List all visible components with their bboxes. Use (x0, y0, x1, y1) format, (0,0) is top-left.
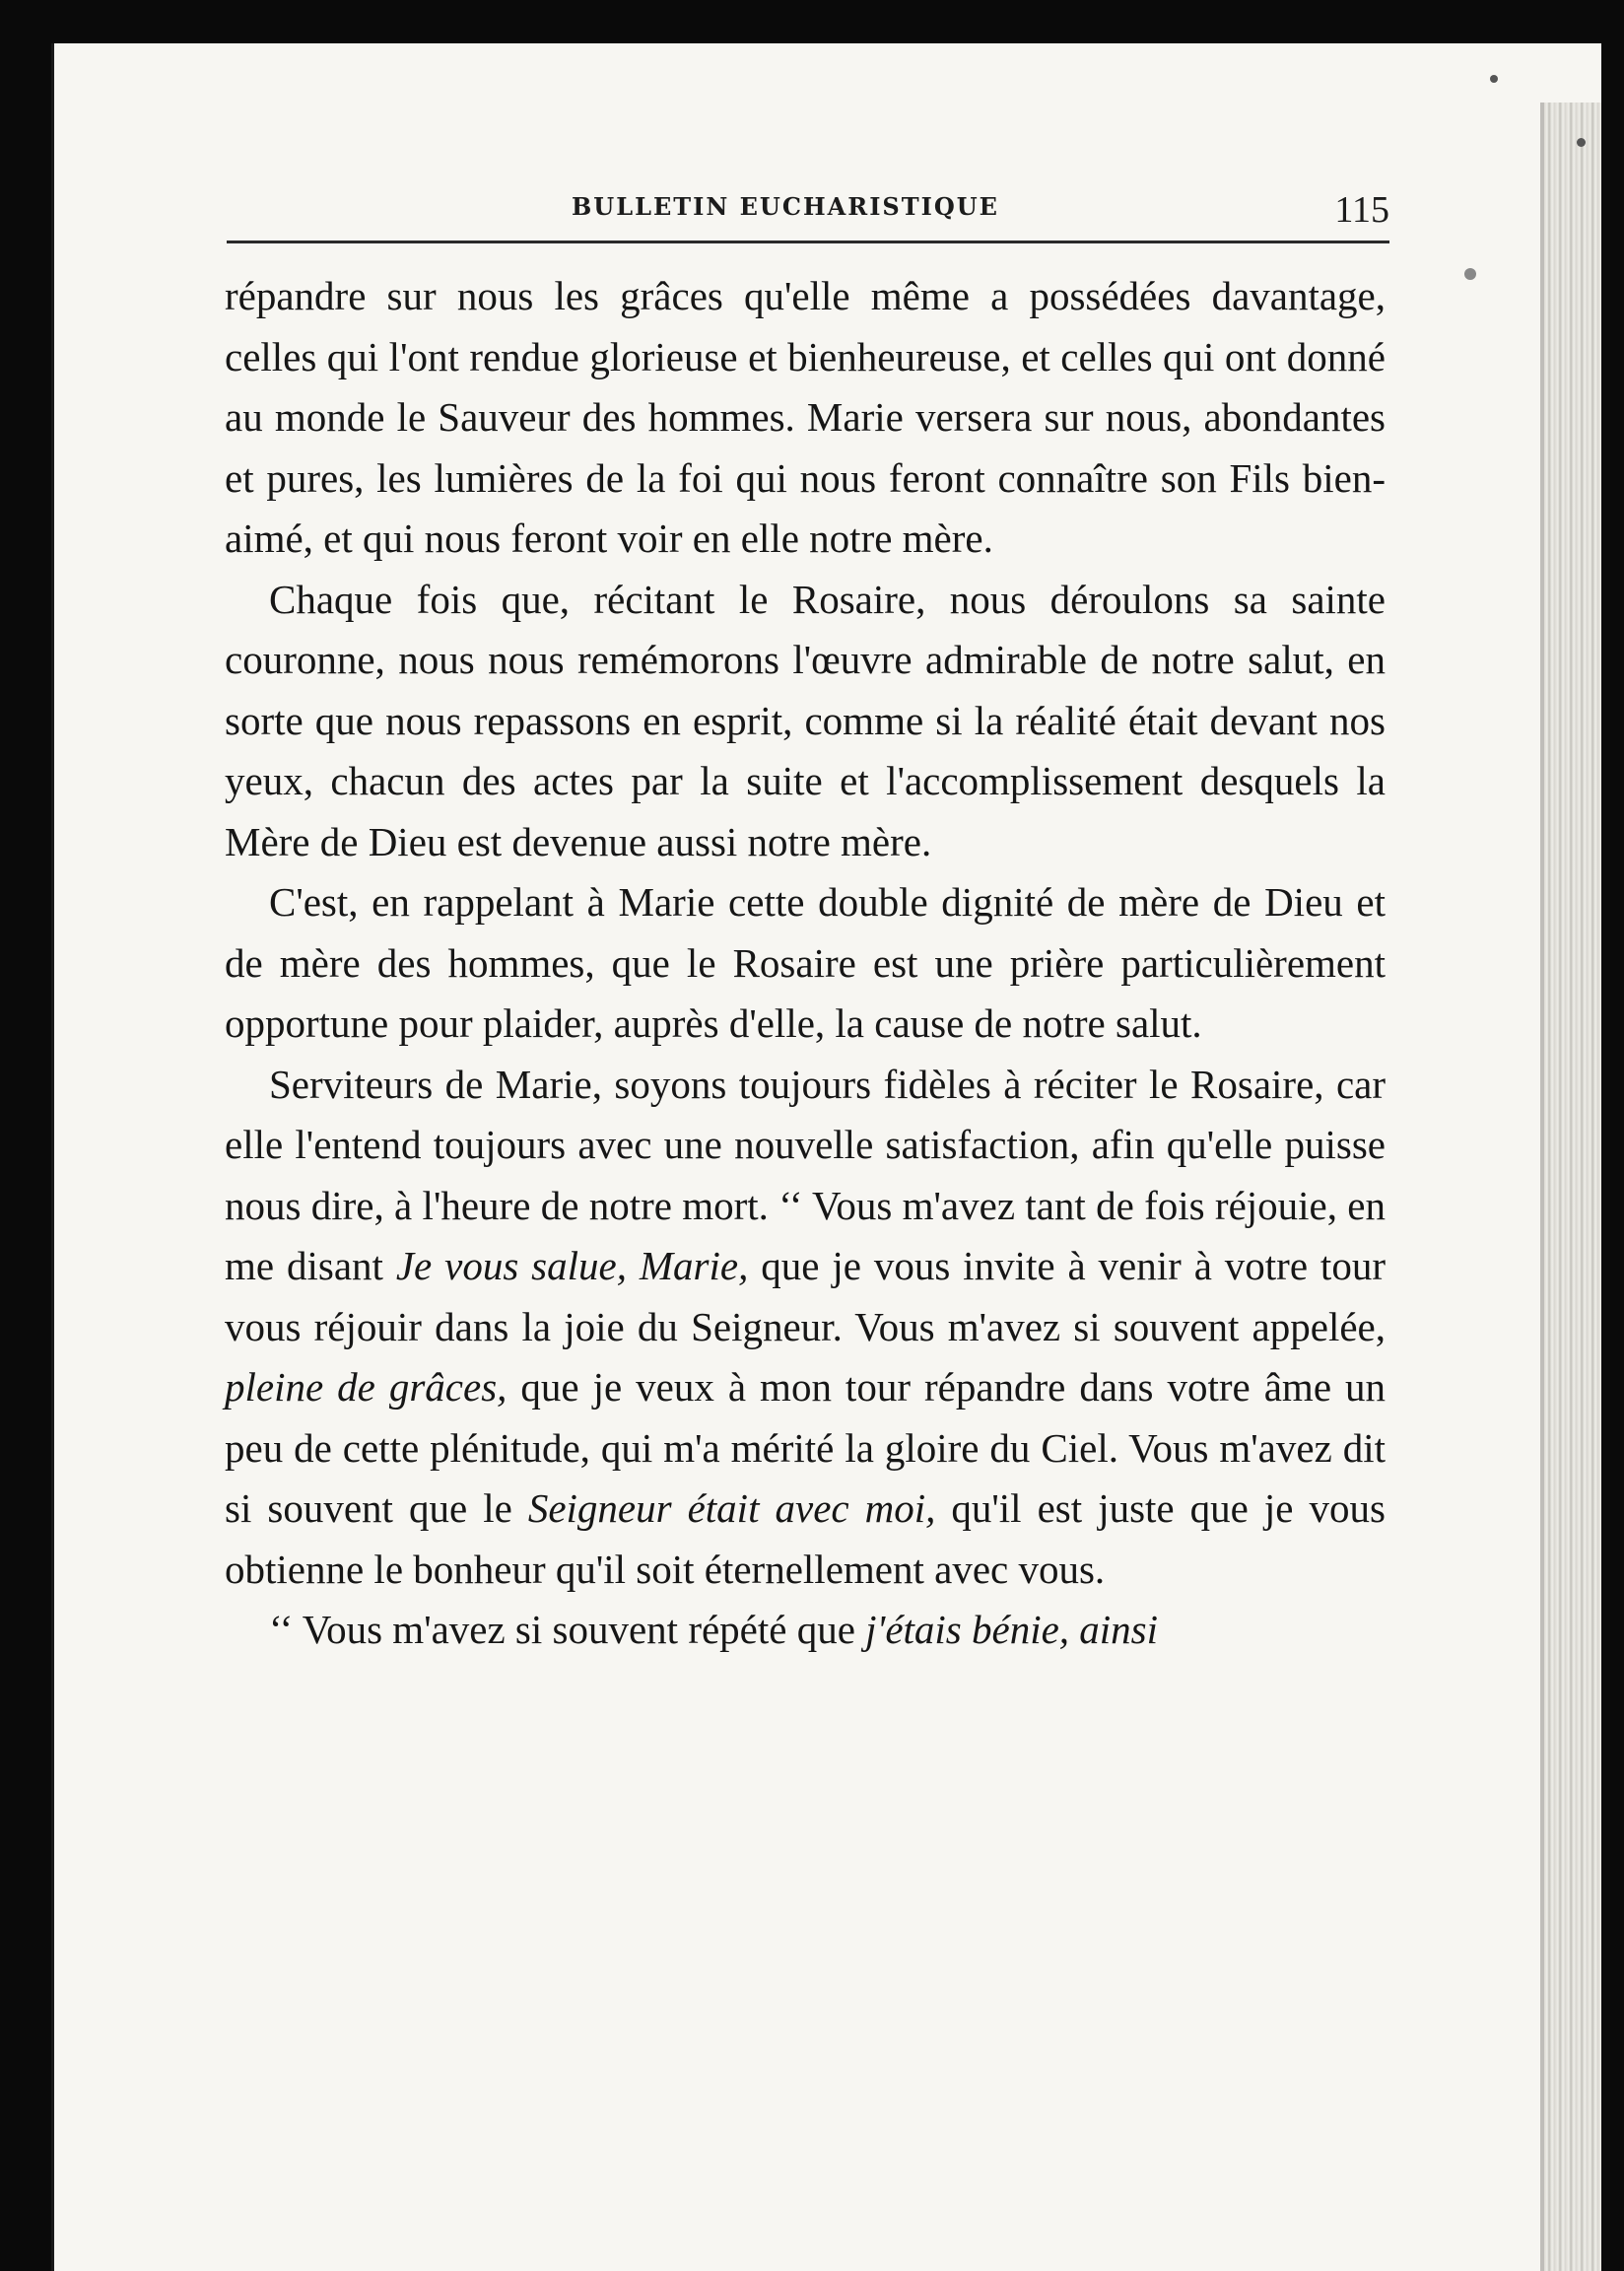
page-number: 115 (1334, 189, 1389, 231)
paragraph-4 (225, 1055, 1386, 1601)
paragraph-4-italic-ave: Je vous salue, Marie, (395, 1243, 749, 1288)
paragraph-5-text: ‘‘ Vous m'avez si souvent répété que (269, 1607, 866, 1652)
paragraph-4-italic-seigneur: Seigneur était avec moi, (527, 1485, 936, 1531)
paragraph-4-text-b: que je vous invite à venir à votre tour vous réjouir dans la joie du Seigneur. Vous m'avez si souvent appelée, (225, 1243, 1386, 1349)
paragraph-5 (225, 1600, 1386, 1661)
running-title: BULLETIN EUCHARISTIQUE (572, 192, 999, 221)
paragraph-4-text-d: qu'il est juste que je vous obtienne le bonheur qu'il soit éternellement avec vous. (225, 1485, 1386, 1592)
ink-speck (1464, 268, 1476, 280)
paragraph-3 (225, 872, 1386, 1055)
paragraph-2-text: Chaque fois que, récitant le Rosaire, nous déroulons sa sainte couronne, nous nous remémorons l'œuvre admirable de notre salut, en sorte que nous repassons en esprit, comme si la réalité était devant nos yeux, chacun des actes par la suite et l'accomplissement desquels la Mère de Dieu est devenue aussi notre mère. (225, 576, 1386, 864)
page-header (177, 133, 1389, 231)
paragraph-5-italic: j'étais bénie, ainsi (865, 1607, 1159, 1652)
body-text (225, 266, 1386, 1661)
paragraph-1-text: répandre sur nous les grâces qu'elle même a possédées davantage, celles qui l'ont rendue glorieuse et bienheureuse, et celles qui ont donné au monde le Sauveur des hommes. Marie versera sur nous, abondantes et pures, les lumières de la foi qui nous feront connaître son Fils bien-aimé, et qui nous feront voir en elle notre mère. (225, 273, 1386, 561)
paragraph-1 (225, 266, 1386, 570)
ink-speck (1490, 75, 1498, 83)
paragraph-4-text-c: que je veux à mon tour répandre dans votre âme un peu de cette plénitude, qui m'a mérité la gloire du Ciel. Vous m'avez dit si souvent que le (225, 1364, 1387, 1531)
paragraph-4-italic-pleine: pleine de grâces, (225, 1364, 508, 1410)
paragraph-2 (225, 570, 1386, 873)
paragraph-3-text: C'est, en rappelant à Marie cette double dignité de mère de Dieu et de mère des hommes, que le Rosaire est une prière particulièrement opportune pour plaider, auprès d'elle, la cause de notre salut. (225, 879, 1386, 1046)
ink-speck (1577, 138, 1586, 147)
header-rule (227, 241, 1389, 243)
page-edge (1544, 103, 1601, 2271)
paragraph-4-text-a: Serviteurs de Marie, soyons toujours fidèles à réciter le Rosaire, car elle l'entend toujours avec une nouvelle satisfaction, afin qu'elle puisse nous dire, à l'heure de notre mort. ‘‘ Vous m'avez tant de fois réjouie, en me disant (225, 1061, 1386, 1288)
